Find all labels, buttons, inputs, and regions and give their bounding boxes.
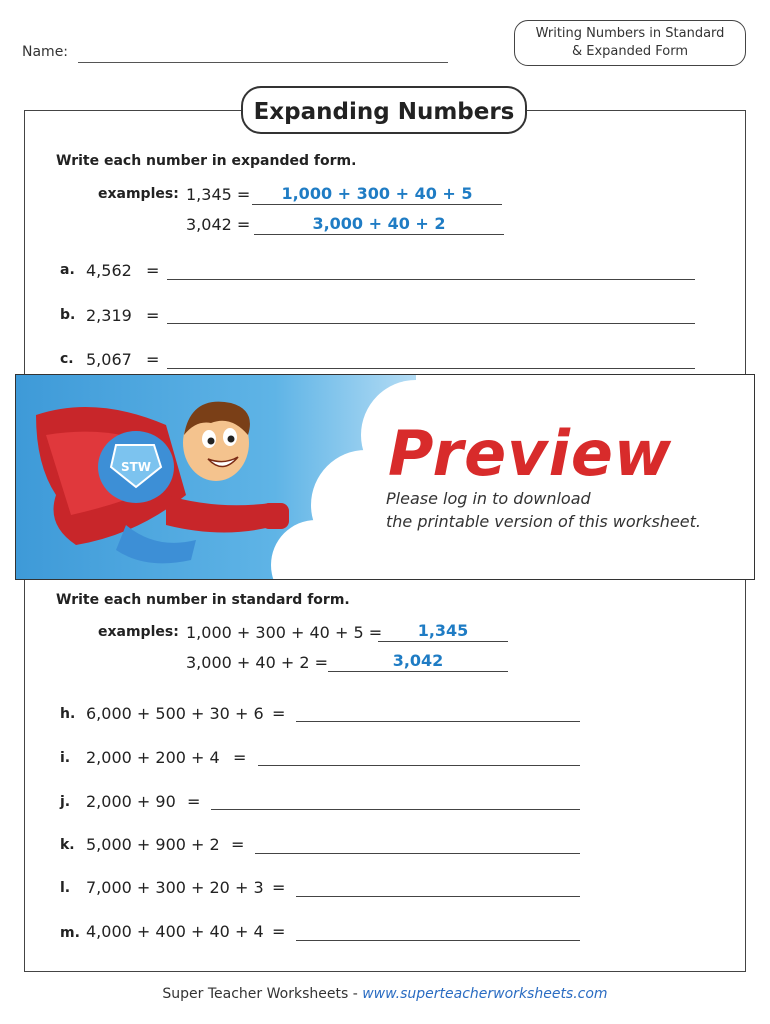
problem-expression: 6,000 + 500 + 30 + 6 <box>86 704 264 723</box>
answer-line-b[interactable] <box>167 323 695 324</box>
problem-letter: a. <box>60 262 75 278</box>
problem-letter: k. <box>60 837 75 853</box>
name-label: Name: <box>22 44 69 60</box>
example-answer: 1,345 <box>417 621 469 640</box>
equals-sign: = <box>272 704 286 723</box>
footer-brand: Super Teacher Worksheets - <box>162 986 363 1002</box>
example-number: 3,042 = <box>186 215 251 234</box>
section2-examples-label: examples: <box>98 624 179 640</box>
equals-sign: = <box>146 306 160 325</box>
badge-text: STW <box>120 460 152 474</box>
topic-line-2: & Expanded Form <box>571 44 689 59</box>
problem-letter: b. <box>60 307 76 323</box>
equals-sign: = <box>187 792 201 811</box>
problem-expression: 7,000 + 300 + 20 + 3 <box>86 878 264 897</box>
example-answer: 1,000 + 300 + 40 + 5 <box>281 184 473 203</box>
problem-letter: l. <box>60 880 71 896</box>
preview-banner[interactable] <box>15 374 755 580</box>
example-expression: 1,000 + 300 + 40 + 5 = <box>186 623 383 642</box>
preview-title: Preview <box>388 417 673 490</box>
example-answer-line <box>328 671 508 672</box>
equals-sign: = <box>231 835 245 854</box>
name-line[interactable] <box>78 62 448 63</box>
equals-sign: = <box>272 878 286 897</box>
problem-letter: h. <box>60 706 76 722</box>
equals-sign: = <box>146 350 160 369</box>
problem-number: 4,562 <box>86 261 132 280</box>
topic-box <box>514 20 746 66</box>
problem-expression: 5,000 + 900 + 2 <box>86 835 220 854</box>
problem-expression: 2,000 + 200 + 4 <box>86 748 220 767</box>
answer-line-k[interactable] <box>255 853 580 854</box>
footer-url-link[interactable]: www.superteacherworksheets.com <box>362 986 608 1002</box>
example-number: 1,345 = <box>186 185 251 204</box>
preview-line-2: the printable version of this worksheet. <box>386 512 701 531</box>
section1-instruction: Write each number in expanded form. <box>56 153 357 169</box>
example-answer-line <box>254 234 504 235</box>
equals-sign: = <box>146 261 160 280</box>
answer-line-l[interactable] <box>296 896 580 897</box>
problem-letter: i. <box>60 750 71 766</box>
problem-expression: 2,000 + 90 <box>86 792 176 811</box>
problem-number: 5,067 <box>86 350 132 369</box>
equals-sign: = <box>272 922 286 941</box>
section2-instruction: Write each number in standard form. <box>56 592 350 608</box>
example-answer: 3,000 + 40 + 2 <box>312 214 446 233</box>
answer-line-h[interactable] <box>296 721 580 722</box>
problem-letter: c. <box>60 351 74 367</box>
answer-line-c[interactable] <box>167 368 695 369</box>
example-answer-line <box>378 641 508 642</box>
section1-examples-label: examples: <box>98 186 179 202</box>
worksheet-title: Expanding Numbers <box>241 86 527 134</box>
problem-letter: j. <box>60 794 71 810</box>
equals-sign: = <box>233 748 247 767</box>
problem-letter: m. <box>60 925 80 941</box>
answer-line-j[interactable] <box>211 809 580 810</box>
example-answer: 3,042 <box>392 651 444 670</box>
problem-expression: 4,000 + 400 + 40 + 4 <box>86 922 264 941</box>
answer-line-m[interactable] <box>296 940 580 941</box>
answer-line-i[interactable] <box>258 765 580 766</box>
example-answer-line <box>252 204 502 205</box>
problem-number: 2,319 <box>86 306 132 325</box>
example-expression: 3,000 + 40 + 2 = <box>186 653 328 672</box>
answer-line-a[interactable] <box>167 279 695 280</box>
topic-line-1: Writing Numbers in Standard <box>535 26 725 41</box>
preview-line-1: Please log in to download <box>386 489 591 508</box>
footer <box>0 986 770 1002</box>
